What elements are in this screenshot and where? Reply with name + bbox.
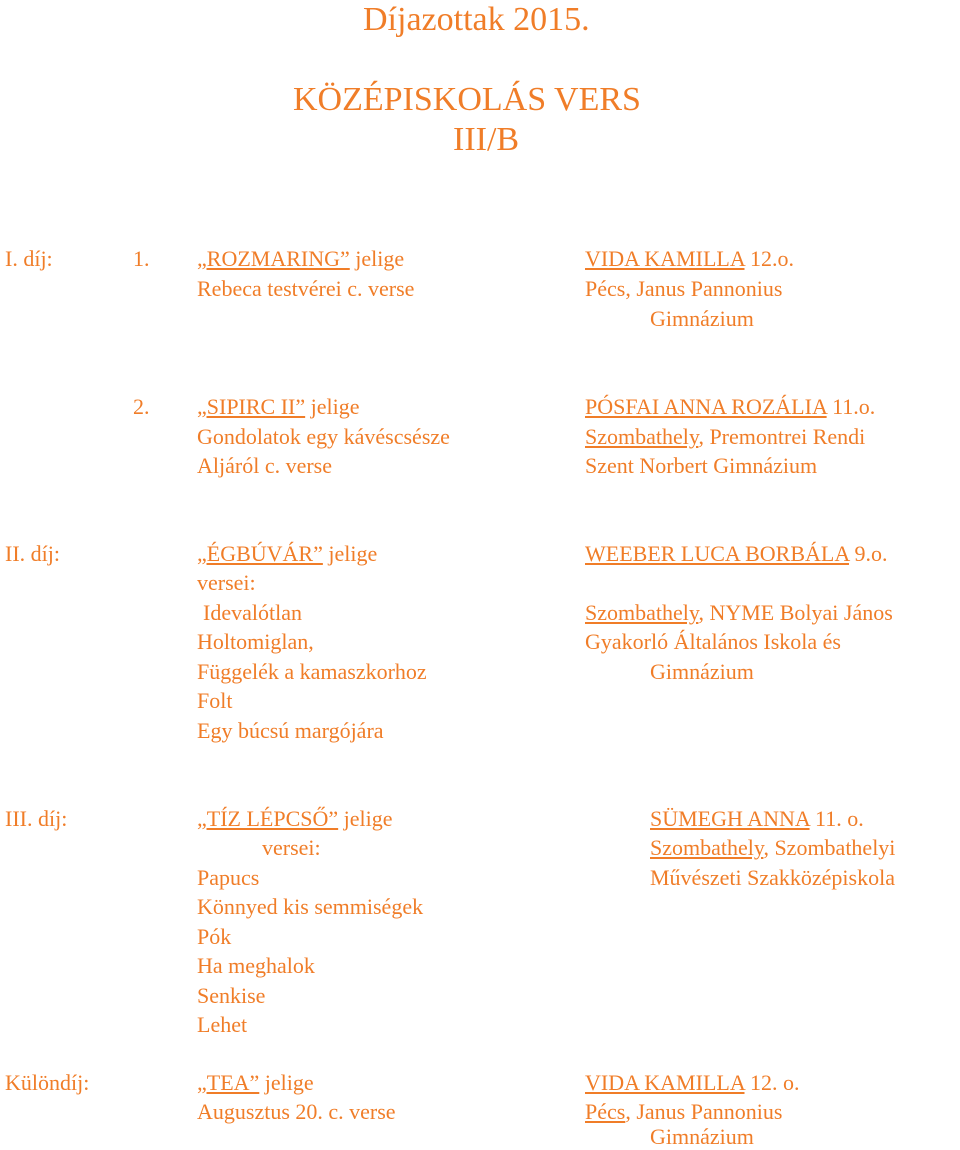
second-prize-label: II. díj:	[5, 541, 60, 566]
school-name: , Janus Pannonius	[625, 1099, 783, 1124]
special-prize-label: Különdíj:	[5, 1070, 90, 1095]
poem-title: Egy búcsú margójára	[197, 718, 384, 743]
poem-title: Könnyed kis semmiségek	[197, 894, 424, 919]
school-city: Szombathely	[650, 835, 764, 860]
winner	[650, 806, 864, 832]
poem-title: Papucs	[197, 865, 260, 890]
page-title: Díjazottak 2015.	[363, 1, 590, 38]
winner-name: SÜMEGH ANNA	[650, 806, 810, 831]
motto	[197, 246, 404, 272]
first-prize-label: I. díj:	[5, 246, 53, 271]
third-prize-label: III. díj:	[5, 806, 68, 831]
winner	[585, 541, 888, 567]
school-line: Művészeti Szakközépiskola	[650, 865, 895, 890]
poem-title: Ha meghalok	[197, 953, 315, 978]
school-line	[585, 424, 865, 450]
motto-name: „SIPIRC II”	[197, 394, 306, 419]
motto	[197, 394, 360, 420]
winner-grade: 12. o.	[744, 1070, 800, 1095]
winner-name: WEEBER LUCA BORBÁLA	[585, 541, 850, 566]
work-title: Aljáról c. verse	[197, 453, 332, 478]
winner	[585, 394, 875, 420]
school-line: Gimnázium	[650, 1124, 754, 1149]
school-line: Pécs, Janus Pannonius	[585, 276, 783, 301]
motto	[197, 1070, 314, 1096]
winner	[585, 246, 794, 272]
motto	[197, 806, 393, 832]
winner	[585, 1070, 800, 1096]
poem-title: Senkise	[197, 983, 266, 1008]
poem-title: Idevalótlan	[203, 600, 302, 625]
winner-name: VIDA KAMILLA	[585, 1070, 745, 1095]
school-line: Gimnázium	[650, 659, 754, 684]
poems-label: versei:	[197, 570, 256, 595]
poem-title: Holtomiglan,	[197, 629, 314, 654]
motto-name: „TÍZ LÉPCSŐ”	[197, 806, 339, 831]
school-line: Szent Norbert Gimnázium	[585, 453, 818, 478]
school-city: Szombathely	[585, 600, 699, 625]
winner-grade: 12.o.	[744, 246, 794, 271]
motto-name: „ÉGBÚVÁR”	[197, 541, 323, 566]
entry-number: 2.	[133, 394, 150, 419]
poem-title: Függelék a kamaszkorhoz	[197, 659, 427, 684]
school-name: , Premontrei Rendi	[698, 424, 866, 449]
school-line: Gimnázium	[650, 306, 754, 331]
work-title: Augusztus 20. c. verse	[197, 1099, 396, 1124]
winner-grade: 9.o.	[849, 541, 888, 566]
motto-suffix: jelige	[305, 394, 360, 419]
motto	[197, 541, 377, 567]
motto-name: „ROZMARING”	[197, 246, 350, 271]
entry-number: 1.	[133, 246, 150, 271]
motto-suffix: jelige	[322, 541, 378, 566]
school-line	[585, 600, 893, 626]
motto-suffix: jelige	[349, 246, 405, 271]
school-city: Pécs	[585, 1099, 626, 1124]
poem-title: Lehet	[197, 1012, 248, 1037]
poems-label: versei:	[262, 835, 321, 860]
poem-title: Pók	[197, 924, 232, 949]
motto-suffix: jelige	[338, 806, 393, 831]
work-title: Gondolatok egy kávéscsésze	[197, 424, 450, 449]
school-name: , Szombathelyi	[763, 835, 896, 860]
winner-name: PÓSFAI ANNA ROZÁLIA	[585, 394, 827, 419]
poem-title: Folt	[197, 688, 233, 713]
school-line	[650, 835, 895, 861]
work-title: Rebeca testvérei c. verse	[197, 276, 415, 301]
motto-suffix: jelige	[259, 1070, 314, 1095]
motto-name: „TEA”	[197, 1070, 260, 1095]
school-name: , NYME Bolyai János	[698, 600, 893, 625]
category-subtitle: III/B	[453, 121, 520, 158]
school-line: Gyakorló Általános Iskola és	[585, 629, 841, 654]
school-city: Szombathely	[585, 424, 699, 449]
winner-name: VIDA KAMILLA	[585, 246, 745, 271]
school-line	[585, 1099, 782, 1125]
winner-grade: 11.o.	[826, 394, 876, 419]
category-title: KÖZÉPISKOLÁS VERS	[293, 81, 641, 118]
winner-grade: 11. o.	[809, 806, 864, 831]
